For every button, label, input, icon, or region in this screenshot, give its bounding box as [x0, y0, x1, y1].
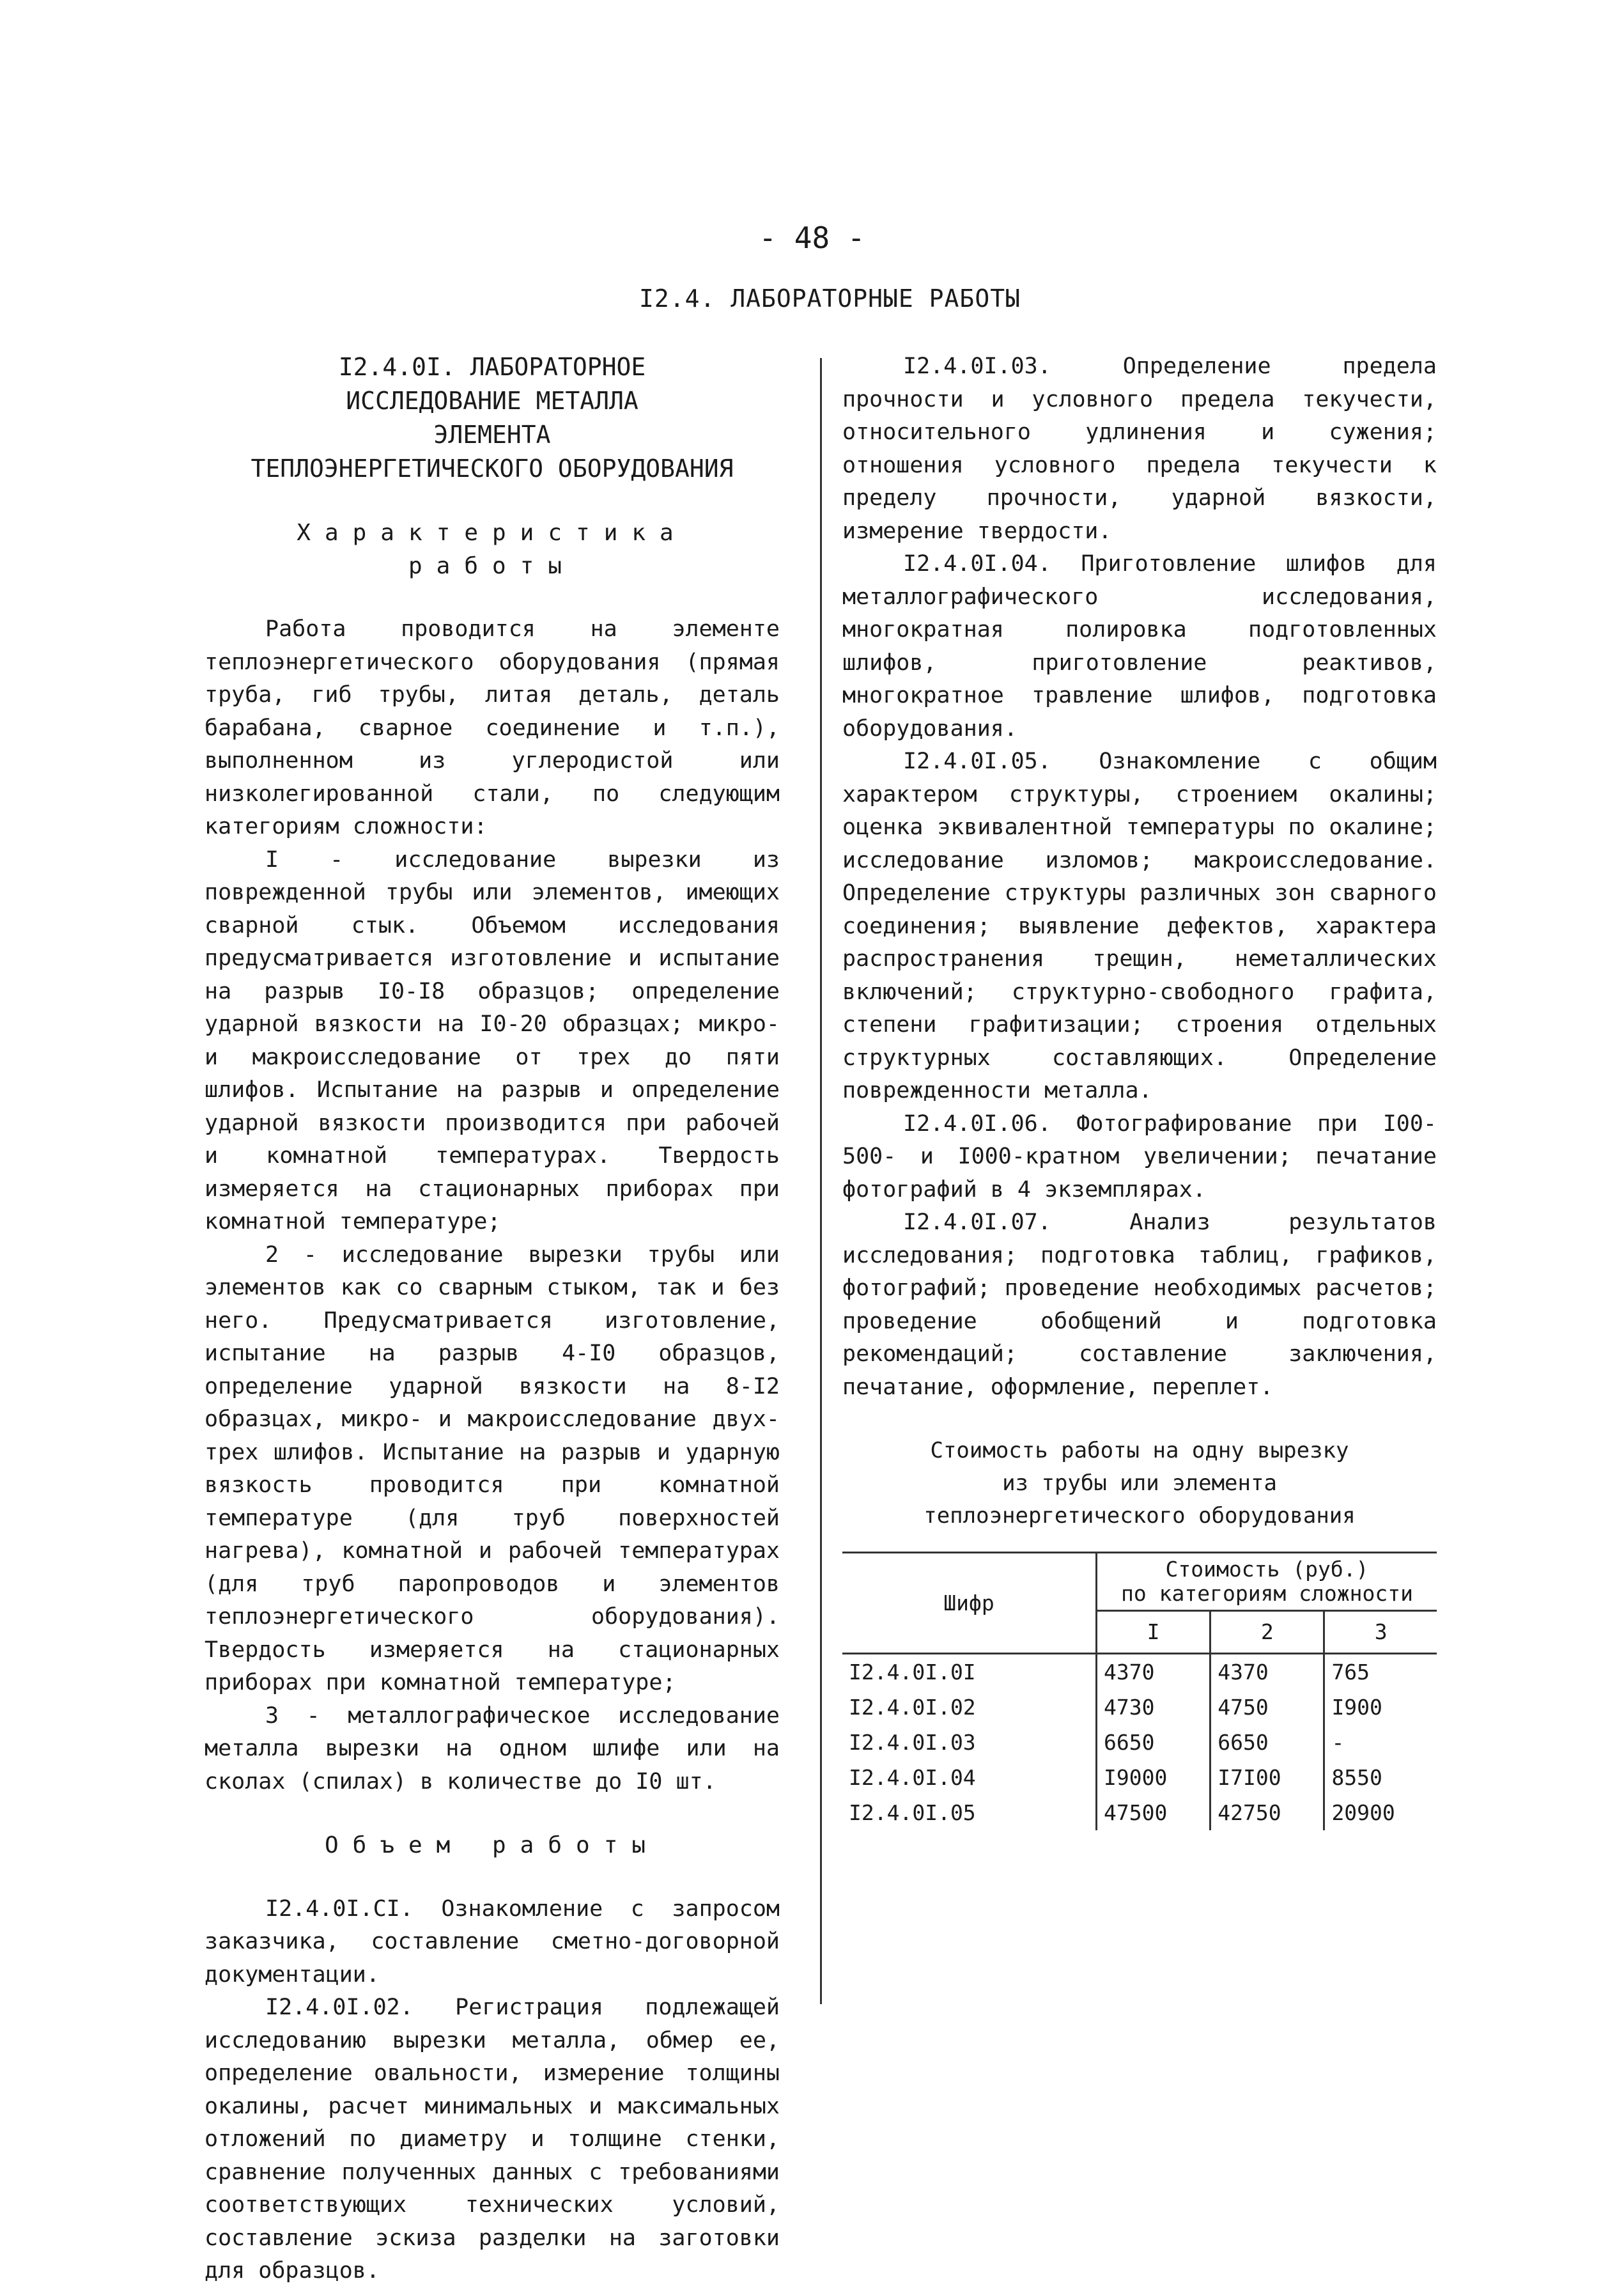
row-code: I2.4.0I.03: [849, 1729, 976, 1755]
left-column: [205, 350, 780, 2288]
cost-cell: 42750: [1210, 1795, 1324, 1830]
category-2-description: 2 - исследование вырезки трубы или элементов как со сварным стыком, так и без него. Предусматривается изготовление, испытание на разрыв 4-I0 образцов, определение ударной вязкости на 8-I2 образцах, микро- и макроисследование двух-трех шлифов. Испытание на разрыв и ударную вязкость проводится при комнатной температуре (для труб поверхностей нагрева), комнатной и рабочей температурах (для труб паропроводов и элементов теплоэнергетического оборудования). Твердость измеряется на стационарных приборах при комнатной температуре;: [205, 1241, 780, 1695]
cost-cell: I9000: [1097, 1760, 1210, 1795]
cost-cell: I7I00: [1210, 1760, 1324, 1795]
right-column: [842, 350, 1437, 1830]
row-code: I2.4.0I.05: [849, 1800, 976, 1825]
scope-heading: Объем работы: [324, 1832, 660, 1858]
table-row: [842, 1690, 1437, 1725]
cost-cell: 4750: [1210, 1690, 1324, 1725]
scope-item-07: I2.4.0I.07. Анализ результатов исследования; подготовка таблиц, графиков, фотографий; проведение необходимых расчетов; проведение обобщений и подготовка рекомендаций; составление заключения, печатание, оформление, переплет.: [842, 1210, 1437, 1400]
table-caption-line: из трубы или элемента: [1002, 1470, 1277, 1496]
section-title: I2.4. ЛАБОРАТОРНЫЕ РАБОТЫ: [639, 284, 1021, 313]
code-column-header: Шифр: [842, 1553, 1097, 1654]
column-divider: [820, 358, 822, 2004]
table-row: [842, 1760, 1437, 1795]
cost-cell: 8550: [1324, 1760, 1437, 1795]
cost-cell: 6650: [1097, 1725, 1210, 1760]
scope-item-03: I2.4.0I.03. Определение предела прочности и условного предела текучести, относительного удлинения и сужения; отношения условного предела текучести к пределу прочности, ударной вязкости, измерение твердости.: [842, 354, 1437, 544]
row-code: I2.4.0I.0I: [849, 1659, 976, 1685]
scope-item-06: I2.4.0I.06. Фотографирование при I00-500- и I000-кратном увеличении; печатание фотографий в 4 экземплярах.: [842, 1110, 1437, 1202]
characteristic-intro: Работа проводится на элементе теплоэнергетического оборудования (прямая труба, гиб трубы, литая деталь, деталь барабана, сварное соединение и т.п.), выполненном из углеродистой или низколегированной стали, по следующим категориям сложности:: [205, 616, 780, 839]
cost-cell: 4370: [1097, 1653, 1210, 1690]
scope-item-04: I2.4.0I.04. Приготовление шлифов для металлографического исследования, многократная полировка подготовленных шлифов, приготовление реактивов, многократное травление шлифов, подготовка оборудования.: [842, 551, 1437, 742]
characteristic-heading-line: Характеристика: [297, 520, 688, 546]
cost-header-line: Стоимость (руб.): [1165, 1557, 1369, 1582]
category-header: 2: [1210, 1611, 1324, 1654]
table-caption-line: теплоэнергетического оборудования: [924, 1503, 1356, 1529]
cost-column-header: [1097, 1553, 1437, 1611]
cost-cell: 4730: [1097, 1690, 1210, 1725]
scope-item-c1: I2.4.0I.CI. Ознакомление с запросом заказчика, составление сметно-договорной документации.: [205, 1895, 780, 1988]
category-header: 3: [1324, 1611, 1437, 1654]
cost-cell: -: [1324, 1725, 1437, 1760]
cost-cell: 6650: [1210, 1725, 1324, 1760]
cost-table: [842, 1552, 1437, 1830]
table-row: [842, 1725, 1437, 1760]
characteristic-heading-line: работы: [408, 552, 576, 579]
scope-item-02: I2.4.0I.02. Регистрация подлежащей исследованию вырезки металла, обмер ее, определение овальности, измерение толщины окалины, расчет минимальных и максимальных отложений по диаметру и толщине стенки, сравнение полученных данных с требованиями соответствующих технических условий, составление эскиза разделки на заготовки для образцов.: [205, 1995, 780, 2284]
work-title-line: ТЕПЛОЭНЕРГЕТИЧЕСКОГО ОБОРУДОВАНИЯ: [251, 455, 734, 483]
work-title-line: ИССЛЕДОВАНИЕ МЕТАЛЛА: [346, 387, 638, 415]
cost-cell: I900: [1324, 1690, 1437, 1725]
page-number: - 48 -: [759, 221, 865, 255]
cost-cell: 4370: [1210, 1653, 1324, 1690]
table-caption-line: Стоимость работы на одну вырезку: [930, 1438, 1349, 1463]
row-code: I2.4.0I.02: [849, 1694, 976, 1720]
work-title: [205, 350, 780, 486]
cost-cell: 765: [1324, 1653, 1437, 1690]
scope-item-05: I2.4.0I.05. Ознакомление с общим характером структуры, строением окалины; оценка эквивалентной температуры по окалине; исследование изломов; макроисследование. Определение структуры различных зон сварного соединения; выявление дефектов, характера распространения трещин, неметаллических включений; структурно-свободного графита, степени графитизации; строения отдельных структурных составляющих. Определение поврежденности металла.: [842, 749, 1437, 1103]
category-3-description: 3 - металлографическое исследование металла вырезки на одном шлифе или на сколах (спилах) в количестве до I0 шт.: [205, 1702, 780, 1794]
work-title-line: I2.4.0I. ЛАБОРАТОРНОЕ: [338, 353, 646, 381]
category-1-description: I - исследование вырезки из поврежденной трубы или элементов, имеющих сварной стык. Объемом исследования предусматривается изготовление и испытание на разрыв I0-I8 образцов; определение ударной вязкости на I0-20 образцах; микро- и макроисследование от трех до пяти шлифов. Испытание на разрыв и определение ударной вязкости производится при рабочей и комнатной температурах. Твердость измеряется на стационарных приборах при комнатной температуре;: [205, 846, 780, 1234]
row-code: I2.4.0I.04: [849, 1764, 976, 1790]
table-row: [842, 1653, 1437, 1690]
cost-cell: 47500: [1097, 1795, 1210, 1830]
table-caption: [842, 1435, 1437, 1532]
characteristic-heading: [205, 517, 780, 582]
category-header: I: [1097, 1611, 1210, 1654]
table-header-row: [842, 1553, 1437, 1611]
cost-header-line: по категориям сложности: [1121, 1581, 1413, 1606]
table-row: [842, 1795, 1437, 1830]
work-title-line: ЭЛЕМЕНТА: [433, 421, 551, 449]
cost-cell: 20900: [1324, 1795, 1437, 1830]
